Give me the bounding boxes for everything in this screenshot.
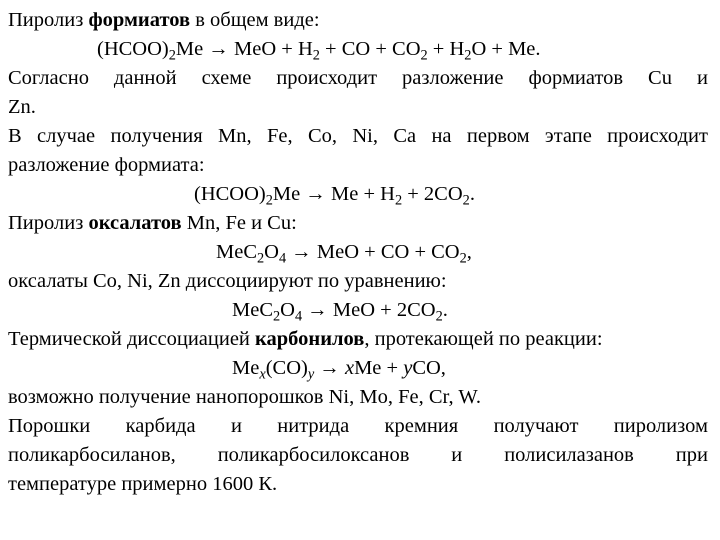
word: В bbox=[8, 125, 22, 147]
subscript: 2 bbox=[312, 47, 320, 64]
text-line-4: Zn. bbox=[8, 96, 36, 118]
word: и bbox=[696, 67, 708, 89]
text-line-5 bbox=[8, 124, 708, 148]
formula-part: (HCOO) bbox=[97, 38, 169, 60]
bold-term: карбонилов bbox=[255, 328, 365, 350]
formula-part: → MeO + CO + CO bbox=[286, 241, 460, 263]
formula-part: CO, bbox=[412, 357, 446, 379]
formula-part: , bbox=[466, 241, 472, 263]
formula-part: Me bbox=[232, 357, 260, 379]
text-line-14: возможно получение нанопорошков Ni, Mo, Fe, Cr, W. bbox=[8, 386, 481, 408]
text-line-3 bbox=[8, 66, 708, 90]
formula-part: → bbox=[314, 357, 345, 379]
text: Пиролиз bbox=[8, 212, 89, 234]
subscript: 2 bbox=[273, 308, 281, 325]
word: формиатов bbox=[528, 67, 624, 89]
bold-term: формиатов bbox=[88, 9, 191, 31]
text-line-15 bbox=[8, 414, 708, 438]
text-line-16 bbox=[8, 443, 708, 467]
word: Согласно bbox=[8, 67, 89, 89]
word: Co, bbox=[307, 125, 338, 147]
formula-part: + CO + CO bbox=[319, 38, 421, 60]
word: происходит bbox=[276, 67, 378, 89]
text: Термической диссоциацией bbox=[8, 328, 256, 350]
formula-part: . bbox=[469, 183, 475, 205]
word: получения bbox=[110, 125, 203, 147]
word: Mn, bbox=[218, 125, 252, 147]
text-line-12 bbox=[8, 327, 708, 351]
word: Ca bbox=[393, 125, 417, 147]
formula-part: Me → MeO + H bbox=[175, 38, 313, 60]
equation-formate-general bbox=[97, 37, 541, 64]
formula-part: O bbox=[264, 241, 279, 263]
equation-carbonyl bbox=[232, 356, 446, 383]
subscript: y bbox=[307, 366, 315, 383]
text-line-8 bbox=[8, 211, 708, 235]
formula-part: (HCOO) bbox=[194, 183, 266, 205]
text: в общем виде: bbox=[190, 9, 320, 31]
word: схеме bbox=[201, 67, 252, 89]
subscript: 2 bbox=[168, 47, 176, 64]
word: Порошки bbox=[8, 415, 91, 437]
word: пиролизом bbox=[613, 415, 708, 437]
word: данной bbox=[113, 67, 177, 89]
text-line-1 bbox=[8, 8, 708, 32]
word: получают bbox=[493, 415, 579, 437]
subscript: 2 bbox=[265, 192, 273, 209]
formula-part: O bbox=[280, 299, 295, 321]
word: этапе bbox=[544, 125, 592, 147]
text-line-6: разложение формиата: bbox=[8, 154, 205, 176]
equation-oxalate-2 bbox=[232, 298, 448, 325]
subscript: 2 bbox=[462, 192, 470, 209]
subscript: 2 bbox=[394, 192, 403, 209]
word: и bbox=[230, 415, 242, 437]
text: Mn, Fe и Cu: bbox=[181, 212, 297, 234]
subscript: 2 bbox=[420, 47, 428, 64]
formula-part: MeC bbox=[232, 299, 273, 321]
word: поликарбосиланов, bbox=[8, 444, 176, 466]
equation-formate-stage1 bbox=[194, 182, 475, 209]
subscript: 2 bbox=[257, 250, 265, 267]
text: , протекающей по реакции: bbox=[364, 328, 603, 350]
formula-part: Me + bbox=[354, 357, 404, 379]
formula-variable: x bbox=[344, 357, 355, 379]
text-line-17: температуре примерно 1600 К. bbox=[8, 473, 278, 495]
word: при bbox=[675, 444, 708, 466]
formula-part: + 2CO bbox=[402, 183, 463, 205]
formula-part: (CO) bbox=[265, 357, 308, 379]
subscript: 4 bbox=[294, 308, 303, 325]
word: Ni, bbox=[352, 125, 378, 147]
text-line-10: оксалаты Co, Ni, Zn диссоциируют по уравнению: bbox=[8, 270, 447, 292]
word: карбида bbox=[125, 415, 196, 437]
equation-oxalate-1 bbox=[216, 240, 472, 267]
word: случае bbox=[37, 125, 96, 147]
word: полисилазанов bbox=[504, 444, 634, 466]
word: Fe, bbox=[266, 125, 293, 147]
word: происходит bbox=[607, 125, 708, 147]
formula-variable: y bbox=[403, 357, 413, 379]
subscript: 2 bbox=[459, 250, 467, 267]
subscript: x bbox=[259, 366, 266, 383]
word: разложение bbox=[402, 67, 504, 89]
word: поликарбосилоксанов bbox=[217, 444, 410, 466]
formula-part: O + Me. bbox=[471, 38, 541, 60]
word: на bbox=[431, 125, 452, 147]
subscript: 4 bbox=[278, 250, 287, 267]
formula-part: MeC bbox=[216, 241, 257, 263]
formula-part: + H bbox=[427, 38, 465, 60]
formula-part: . bbox=[442, 299, 448, 321]
word: первом bbox=[466, 125, 530, 147]
text: Пиролиз bbox=[8, 9, 89, 31]
subscript: 2 bbox=[464, 47, 472, 64]
bold-term: оксалатов bbox=[88, 212, 182, 234]
formula-part: Me → Me + H bbox=[272, 183, 395, 205]
subscript: 2 bbox=[435, 308, 443, 325]
word: Cu bbox=[648, 67, 672, 89]
word: нитрида bbox=[277, 415, 350, 437]
formula-part: → MeO + 2CO bbox=[302, 299, 436, 321]
word: кремния bbox=[384, 415, 459, 437]
word: и bbox=[451, 444, 463, 466]
